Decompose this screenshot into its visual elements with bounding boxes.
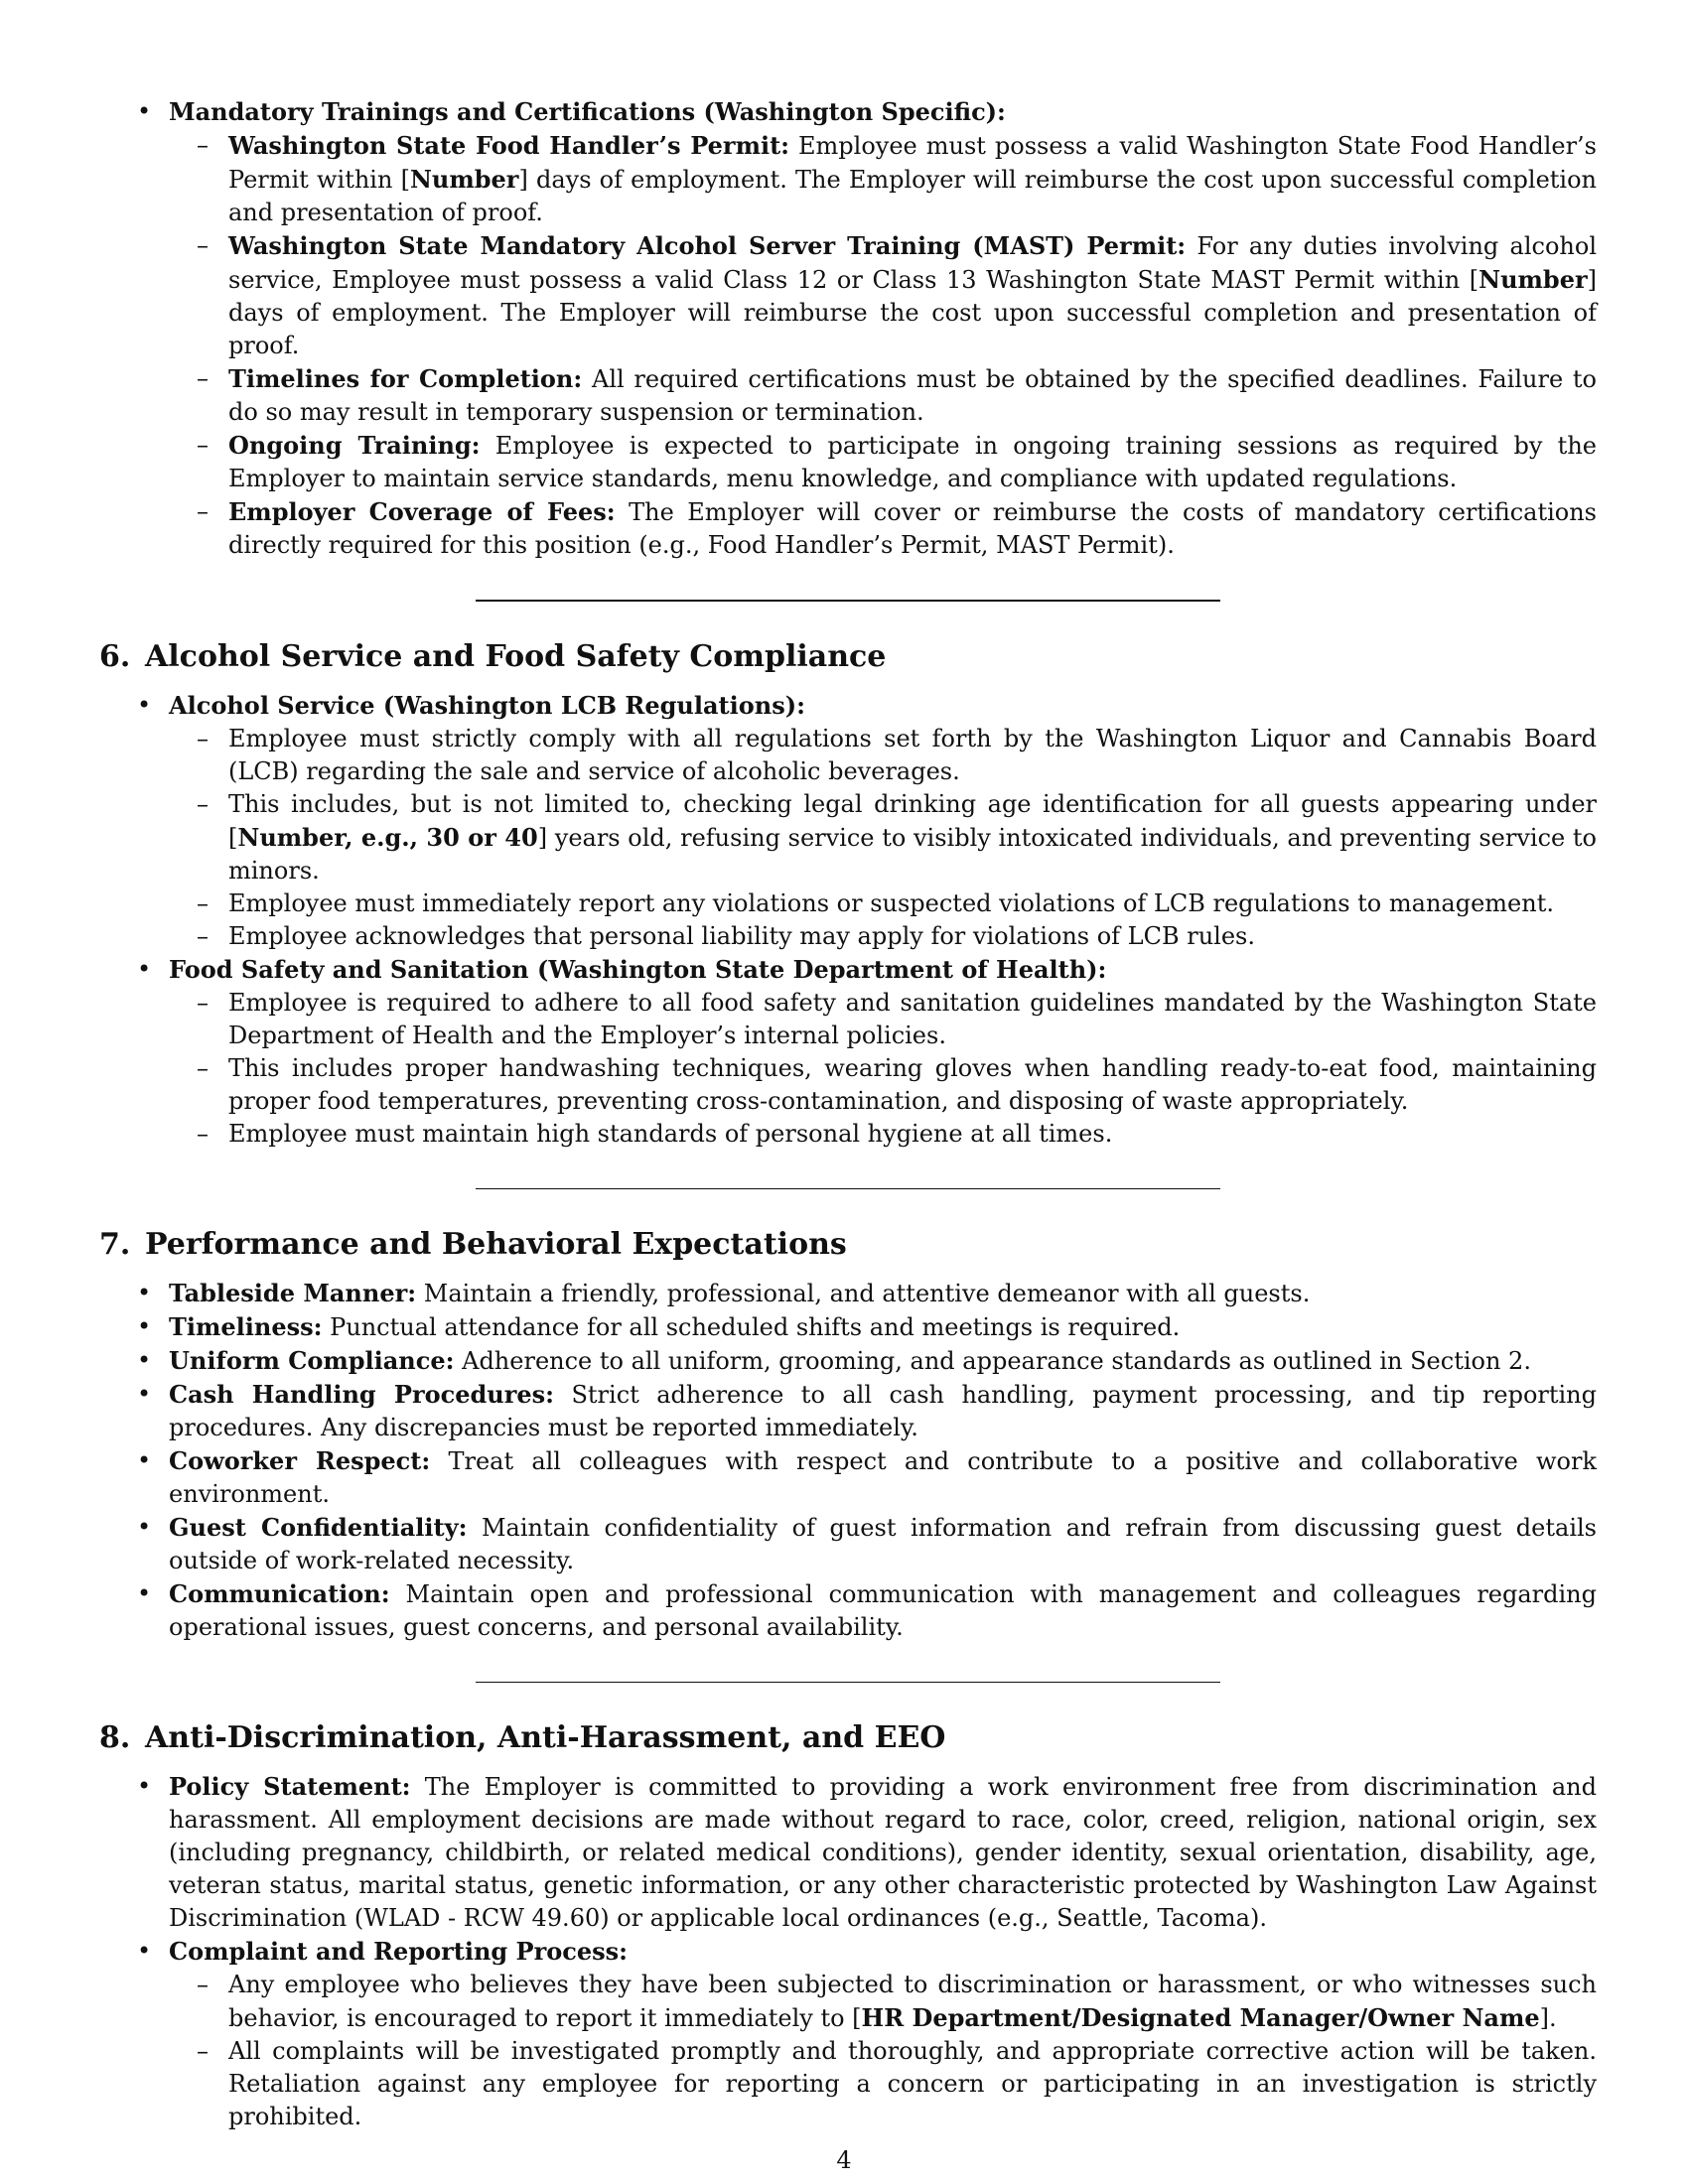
section-heading [99,1225,1597,1265]
section8-list [99,1770,1597,2133]
item-title: Mandatory Trainings and Certifications (Washington Specific): [169,97,1006,126]
section-heading [99,1718,1597,1758]
sublist-item [99,362,1597,429]
bullet-icon: • [137,1279,152,1306]
list-item [99,953,1597,1151]
item-title: Guest Confidentiality: [169,1513,468,1542]
item-title: Alcohol Service (Washington LCB Regulations): [169,691,805,720]
dash-icon: – [197,231,209,259]
section-title: Anti-Discrimination, Anti-Harassment, and EEO [145,1720,946,1755]
dash-icon: – [197,431,209,459]
section-divider [476,1682,1220,1683]
item-title: Communication: [169,1579,390,1608]
sublist [169,723,1597,953]
item-title: Tableside Manner: [169,1279,417,1307]
dash-icon: – [197,989,209,1017]
item-text: Maintain open and professional communication with management and colleagues regarding operational issues, guest concerns, and personal availability. [169,1580,1597,1641]
sublist-item-text: Employee must maintain high standards of personal hygiene at all times. [228,1120,1113,1148]
sublist-item-title: Employer Coverage of Fees: [228,497,616,526]
item-text: Adherence to all uniform, grooming, and appearance standards as outlined in Section 2. [454,1347,1531,1375]
sublist-item-text: Employee is required to adhere to all food safety and sanitation guidelines mandated by the Washington State Department of Health and the Employer’s internal policies. [228,989,1597,1049]
dash-icon: – [197,2037,209,2065]
sublist-item-text: Employee must strictly comply with all regulations set forth by the Washington Liquor and Cannabis Board (LCB) regarding the sale and service of alcoholic beverages. [228,725,1597,785]
bullet-icon: • [137,1579,152,1607]
sublist-item-text: ] days of employment. The Employer will reimburse the cost upon successful completion and presentation of proof. [228,266,1597,359]
sublist-item [99,495,1597,562]
section-number: 8. [99,1720,131,1755]
item-title: Complaint and Reporting Process: [169,1937,628,1966]
section-divider [476,1188,1220,1189]
sublist-item [99,723,1597,788]
dash-icon: – [197,1971,209,1998]
section6-list [99,689,1597,1151]
sublist-item-text: All required certifications must be obtained by the specified deadlines. Failure to do so may result in temporary suspension or termination. [228,365,1598,426]
list-item [99,1577,1597,1644]
sublist-item-text: ] days of employment. The Employer will reimburse the cost upon successful completion and presentation of proof. [228,166,1597,226]
sublist-item-title: Washington State Food Handler’s Permit: [228,131,790,160]
list-item [99,1511,1597,1577]
section5-list [99,95,1597,562]
placeholder-field: Number [1478,265,1588,294]
sublist-item [99,429,1597,495]
item-title: Coworker Respect: [169,1446,431,1475]
item-title: Uniform Compliance: [169,1346,455,1375]
dash-icon: – [197,1120,209,1148]
sublist [169,1969,1597,2133]
list-item [99,95,1597,562]
section-title: Performance and Behavioral Expectations [145,1227,847,1262]
placeholder-field: Number, e.g., 30 or 40 [237,823,538,852]
bullet-icon: • [137,1380,152,1408]
item-title: Cash Handling Procedures: [169,1380,554,1409]
sublist-item-text: This includes, but is not limited to, checking legal drinking age identification for all guests appearing under [ [228,790,1597,852]
item-text: The Employer is committed to providing a work environment free from discrimination and harassment. All employment decisions are made without regard to race, color, creed, religion, national origin, sex (including pregnancy, childbirth, or related medical conditions), gender identity, sexual orientation, disability, age, veteran status, marital status, genetic information, or any other characteristic protected by Washington Law Against Discrimination (WLAD - RCW 49.60) or applicable local ordinances (e.g., Seattle, Tacoma). [169,1773,1597,1932]
sublist-item [99,987,1597,1052]
sublist-item-text: Employee must immediately report any violations or suspected violations of LCB regulations to management. [228,889,1554,917]
section-number: 7. [99,1227,131,1262]
dash-icon: – [197,922,209,950]
bullet-icon: • [137,97,152,125]
sublist [169,129,1597,562]
sublist-item [99,920,1597,953]
dash-icon: – [197,725,209,752]
bullet-icon: • [137,1346,152,1374]
sublist-item-text: Employee must possess a valid Washington State Food Handler’s Permit within [ [228,132,1598,194]
sublist-item-text: Employee is expected to participate in ongoing training sessions as required by the Employer to maintain service standards, menu knowledge, and compliance with updated regulations. [228,432,1597,492]
placeholder-field: Number [409,165,519,194]
sublist-item [99,1118,1597,1151]
sublist-item-text: This includes proper handwashing techniques, wearing gloves when handling ready-to-eat food, maintaining proper food temperatures, preventing cross-contamination, and disposing of waste appropriately. [228,1054,1597,1115]
dash-icon: – [197,790,209,818]
section-title: Alcohol Service and Food Safety Compliance [145,639,887,674]
list-item [99,1310,1597,1344]
dash-icon: – [197,1054,209,1082]
sublist-item [99,229,1597,362]
sublist [169,987,1597,1151]
section-number: 6. [99,639,131,674]
item-text: Punctual attendance for all scheduled shifts and meetings is required. [322,1313,1181,1341]
sublist-item-text: ]. [1539,2004,1557,2032]
sublist-item-text: The Employer will cover or reimburse the costs of mandatory certifications directly required for this position (e.g., Food Handler’s Permit, MAST Permit). [228,498,1597,559]
bullet-icon: • [137,1772,152,1800]
dash-icon: – [197,364,209,392]
item-text: Maintain a friendly, professional, and attentive demeanor with all guests. [416,1280,1311,1307]
bullet-icon: • [137,691,152,719]
section-divider [476,600,1220,602]
item-title: Policy Statement: [169,1772,411,1801]
sublist-item [99,129,1597,229]
bullet-icon: • [137,1446,152,1474]
bullet-icon: • [137,1312,152,1340]
sublist-item-title: Washington State Mandatory Alcohol Server Training (MAST) Permit: [228,231,1187,260]
list-item [99,1344,1597,1378]
dash-icon: – [197,889,209,917]
bullet-icon: • [137,1937,152,1965]
sublist-item [99,2035,1597,2133]
item-title: Food Safety and Sanitation (Washington State Department of Health): [169,955,1107,984]
sublist-item [99,1052,1597,1118]
item-text: Strict adherence to all cash handling, payment processing, and tip reporting procedures. Any discrepancies must be reported immediately. [169,1381,1598,1441]
sublist-item-title: Ongoing Training: [228,431,481,460]
section-heading [99,637,1597,677]
sublist-item-text: All complaints will be investigated promptly and thoroughly, and appropriate corrective action will be taken. Retaliation against any employee for reporting a concern or participating in an investigation is strictly prohibited. [228,2037,1597,2130]
dash-icon: – [197,497,209,525]
sublist-item-title: Timelines for Completion: [228,364,583,393]
page-number: 4 [836,2146,852,2174]
sublist-item-text: For any duties involving alcohol service, Employee must possess a valid Class 12 or Class 13 Washington State MAST Permit within [ [228,232,1597,294]
placeholder-field: HR Department/Designated Manager/Owner Name [861,2003,1540,2032]
sublist-item [99,887,1597,920]
list-item [99,1378,1597,1444]
sublist-item-text: ] years old, refusing service to visibly intoxicated individuals, and preventing service to minors. [228,824,1597,885]
list-item [99,1770,1597,1935]
sublist-item-text: Employee acknowledges that personal liability may apply for violations of LCB rules. [228,922,1256,950]
bullet-icon: • [137,1513,152,1541]
item-title: Timeliness: [169,1312,323,1341]
list-item [99,689,1597,953]
dash-icon: – [197,131,209,159]
list-item [99,1277,1597,1310]
section7-list [99,1277,1597,1644]
item-text: Treat all colleagues with respect and contribute to a positive and collaborative work environment. [169,1447,1598,1508]
list-item [99,1935,1597,2133]
list-item [99,1444,1597,1511]
sublist-item-text: Any employee who believes they have been subjected to discrimination or harassment, or who witnesses such behavior, is encouraged to report it immediately to [ [228,1971,1597,2032]
document-page [99,95,1597,2133]
sublist-item [99,788,1597,887]
sublist-item [99,1969,1597,2035]
bullet-icon: • [137,955,152,983]
item-text: Maintain confidentiality of guest information and refrain from discussing guest details outside of work-related necessity. [169,1514,1597,1574]
